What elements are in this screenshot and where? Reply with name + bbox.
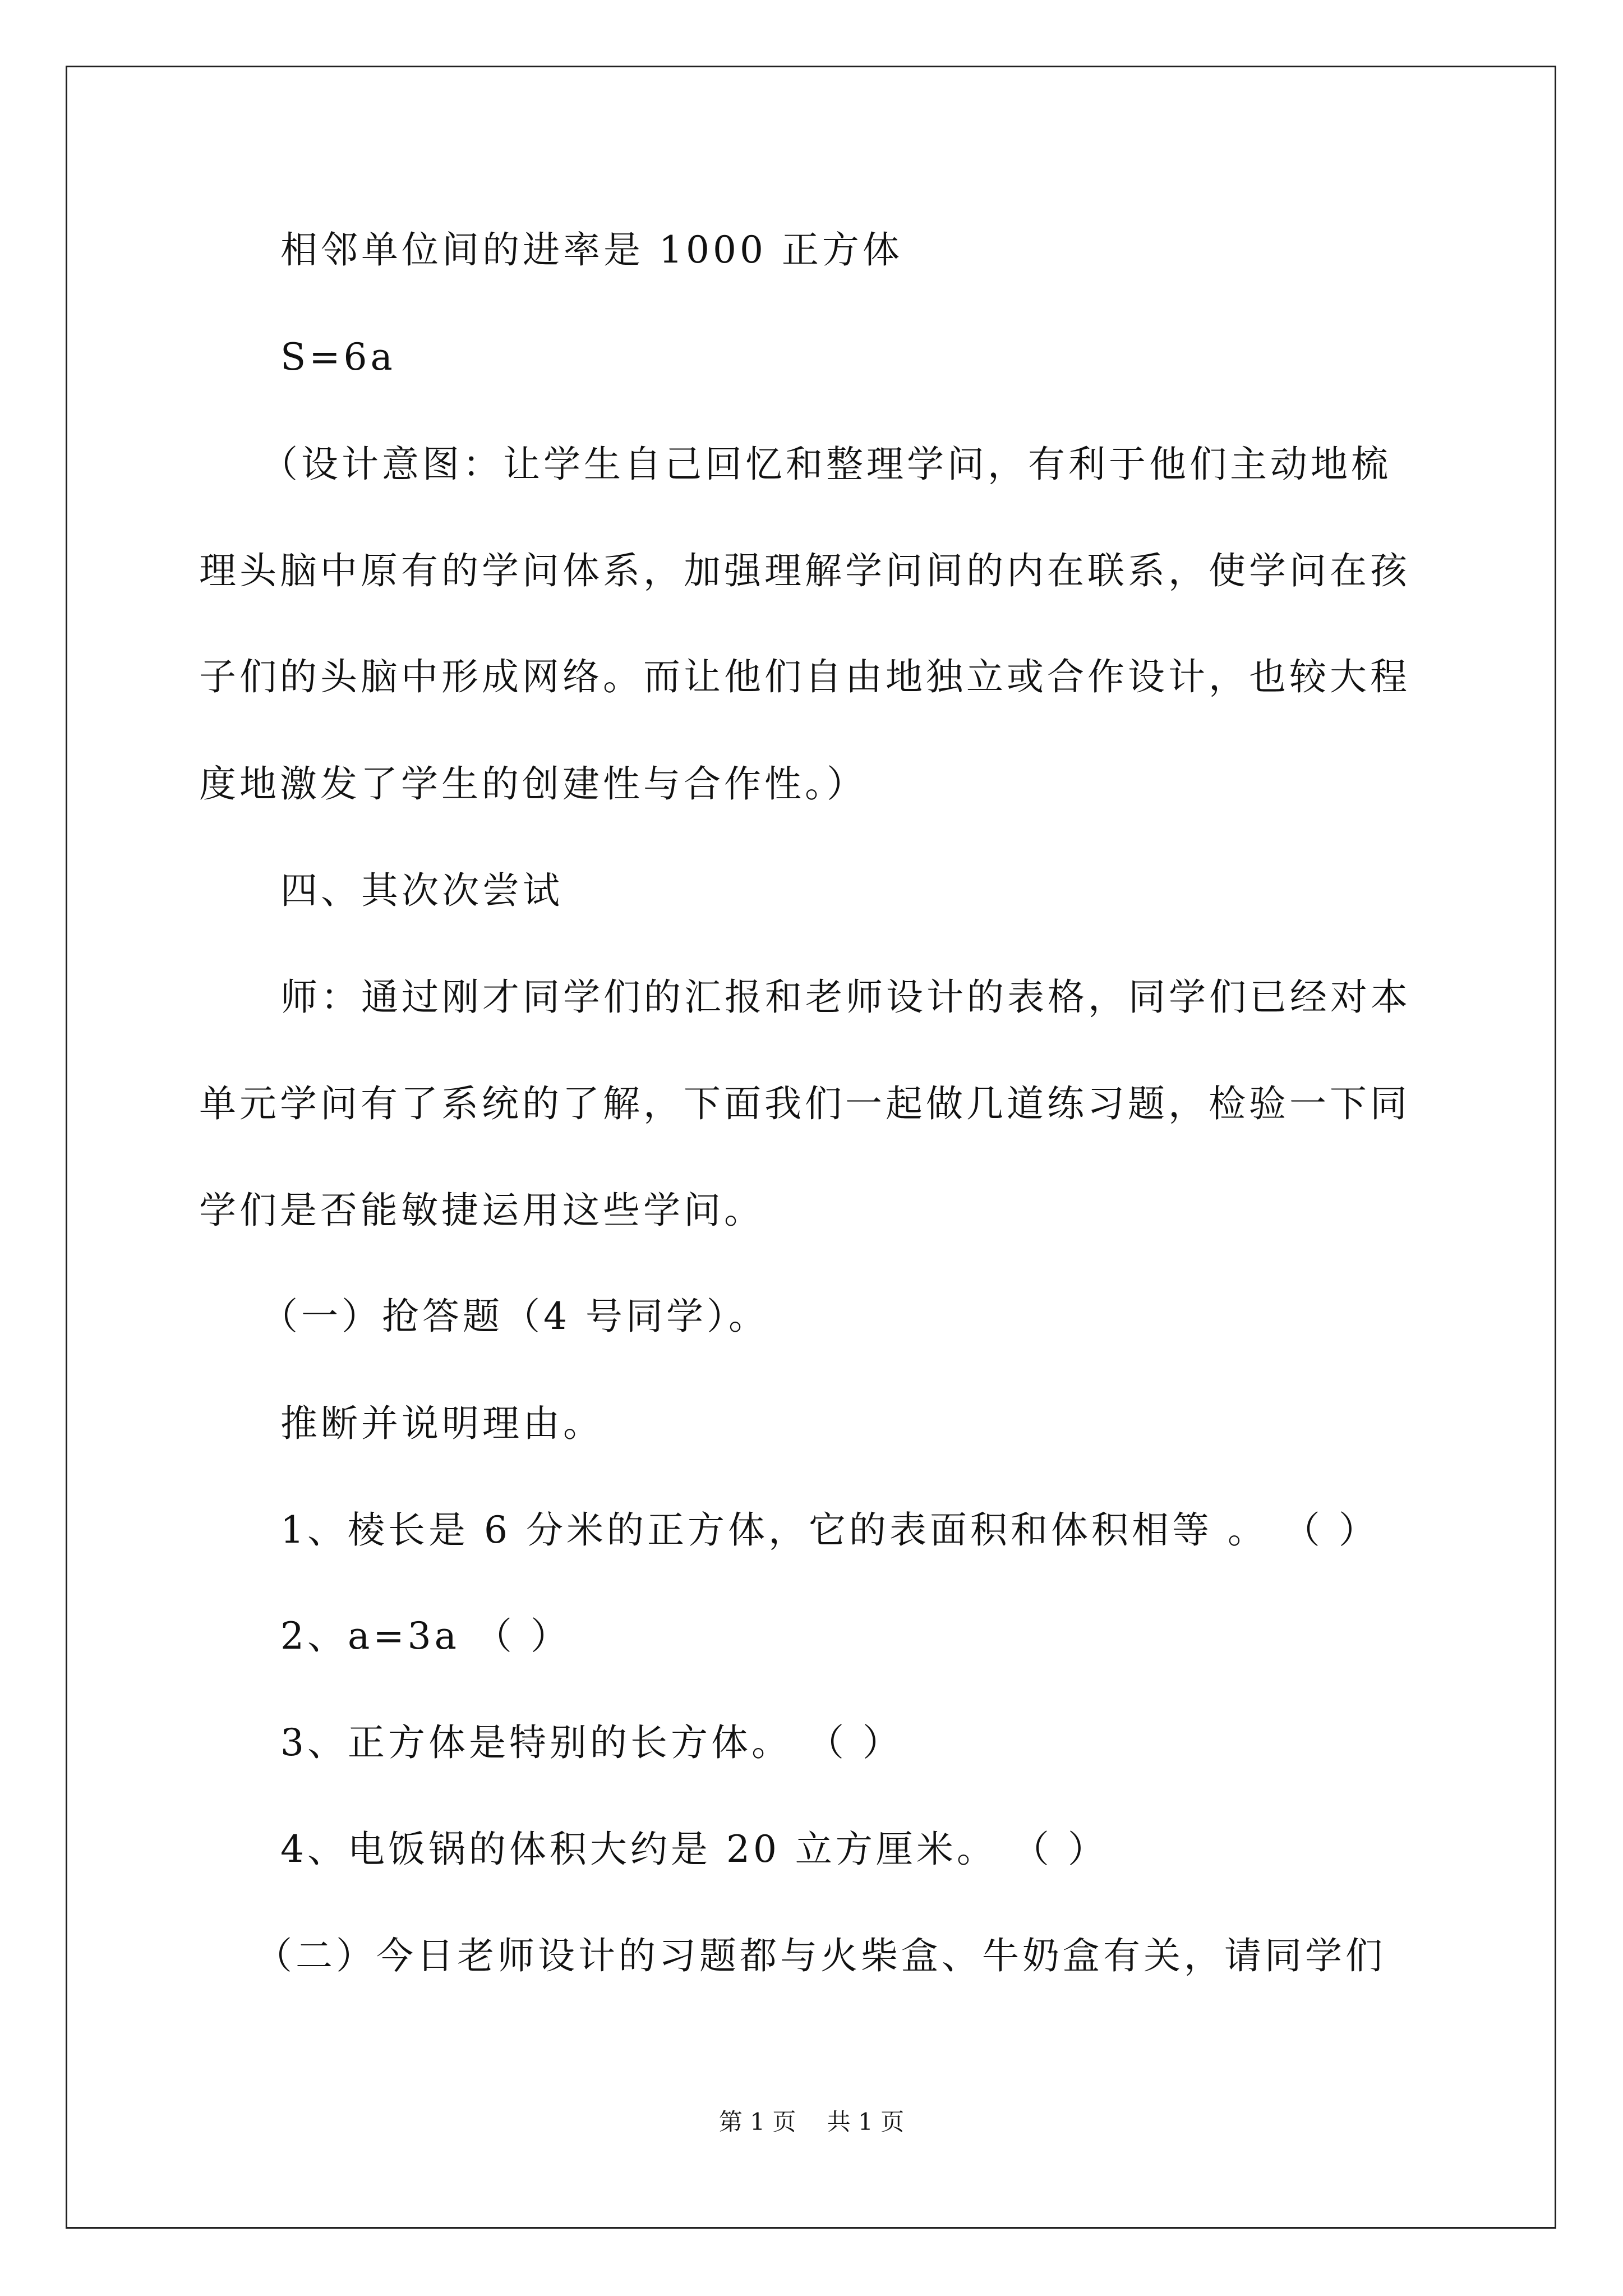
question-4: 4、电饭锅的体积大约是 20 立方厘米。 （ ） bbox=[280, 1828, 1108, 1871]
text-line-6: 度地激发了学生的创建性与合作性。） bbox=[199, 762, 867, 806]
text-line-2: S=6a bbox=[280, 335, 396, 379]
text-line-8: 师：通过刚才同学们的汇报和老师设计的表格，同学们已经对本 bbox=[280, 976, 1411, 1019]
text-line-9: 单元学问有了系统的了解，下面我们一起做几道练习题，检验一下同 bbox=[199, 1082, 1410, 1125]
text-line-3: （设计意图：让学生自己回忆和整理学问，有利于他们主动地梳 bbox=[261, 443, 1391, 486]
text-line-5: 子们的头脑中形成网络。而让他们自由地独立或合作设计，也较大程 bbox=[199, 655, 1410, 698]
question-2: 2、a=3a （ ） bbox=[280, 1614, 571, 1658]
page-number-footer: 第 1 页 共 1 页 bbox=[718, 2108, 905, 2136]
text-line-12: 推断并说明理由。 bbox=[280, 1402, 603, 1445]
text-line-4: 理头脑中原有的学问体系，加强理解学问间的内在联系，使学问在孩 bbox=[199, 549, 1410, 592]
section-heading-four: 四、其次次尝试 bbox=[280, 869, 563, 912]
text-line-17: （二）今日老师设计的习题都与火柴盒、牛奶盒有关，请同学们 bbox=[255, 1934, 1386, 1977]
page-border bbox=[66, 66, 1556, 2229]
question-3: 3、正方体是特别的长方体。 （ ） bbox=[280, 1721, 903, 1764]
subsection-quick-answer: （一）抢答题（4 号同学）。 bbox=[261, 1295, 769, 1338]
text-line-1: 相邻单位间的进率是 1000 正方体 bbox=[280, 228, 903, 272]
question-1: 1、棱长是 6 分米的正方体，它的表面积和体积相等 。 （ ） bbox=[280, 1508, 1379, 1552]
text-line-10: 学们是否能敏捷运用这些学问。 bbox=[199, 1189, 764, 1232]
